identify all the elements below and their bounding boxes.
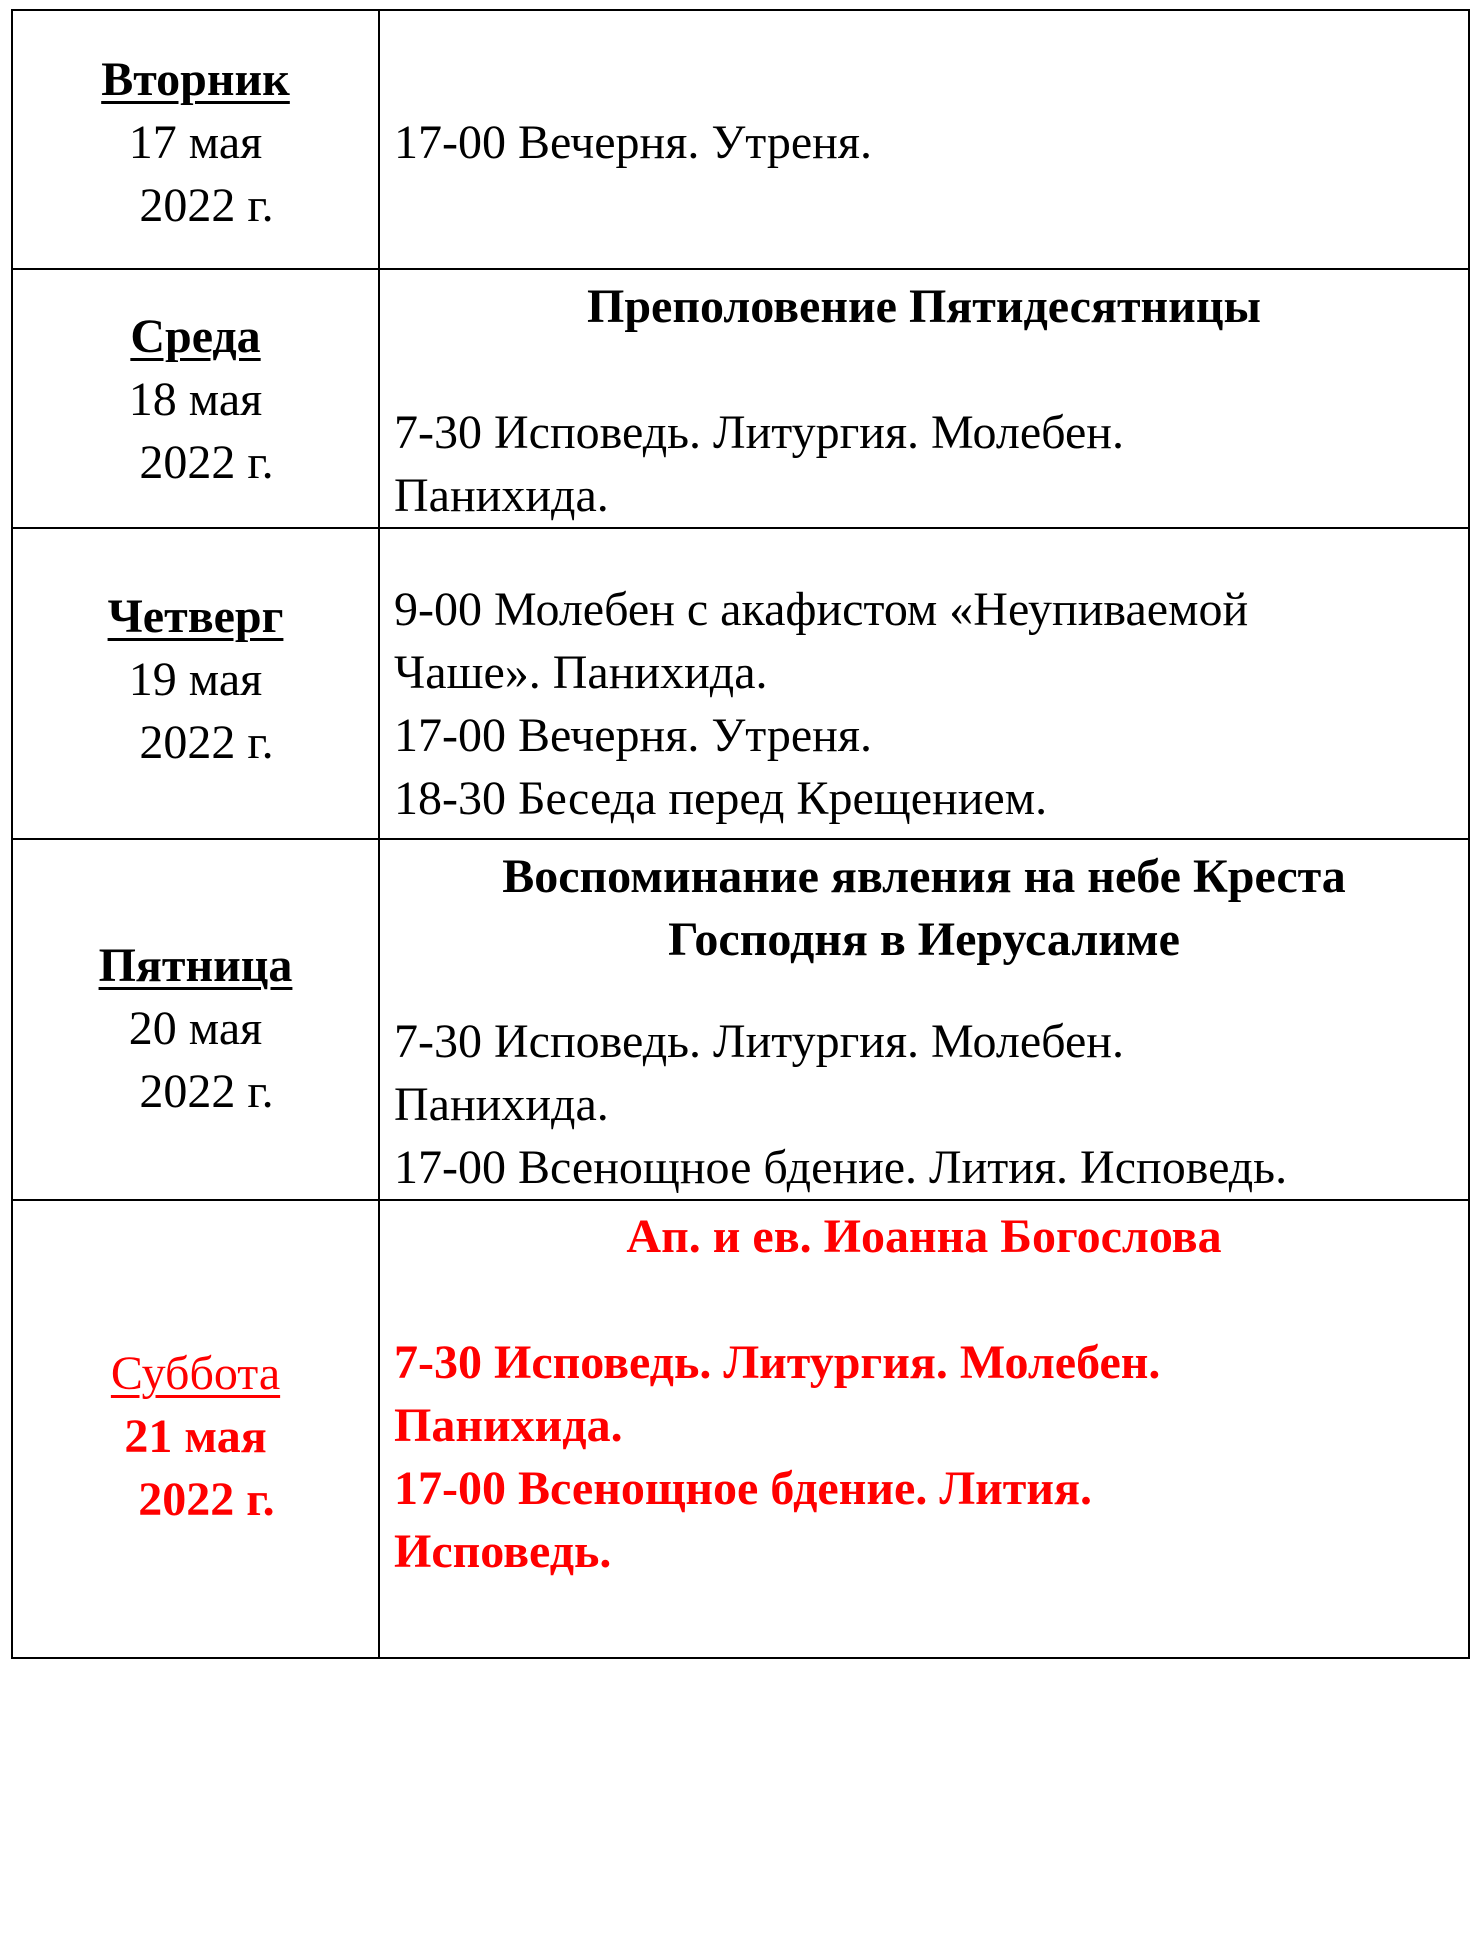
service-line: Панихида. [394,469,609,522]
day-year: 2022 г. [139,436,274,489]
day-cell [13,11,380,268]
service-line: Исповедь. [394,1525,612,1578]
service-line: Чаше». Панихида. [394,646,768,699]
service-line: 17-00 Вечерня. Утреня. [394,116,872,169]
service-line: 7-30 Исповедь. Литургия. Молебен. [394,1015,1124,1068]
service-line: Панихида. [394,1399,623,1452]
service-line: 17-00 Всенощное бдение. Лития. [394,1462,1092,1515]
day-date: 17 мая [128,116,263,169]
day-year: 2022 г. [138,1472,275,1526]
day-year: 2022 г. [139,179,274,232]
services-cell [380,840,1468,1199]
feast-title: Господня в Иерусалиме [668,913,1180,966]
day-name: Вторник [101,53,290,106]
services-cell [380,529,1468,838]
spacer [394,1268,1454,1331]
service-line: 7-30 Исповедь. Литургия. Молебен. [394,1336,1161,1389]
day-name: Четверг [107,590,284,643]
schedule-table [11,9,1470,1659]
schedule-row-wednesday [13,268,1468,527]
services-cell [380,270,1468,527]
day-cell [13,270,380,527]
schedule-row-tuesday [13,11,1468,268]
day-cell [13,1201,380,1657]
spacer [394,338,1454,401]
service-line: 7-30 Исповедь. Литургия. Молебен. [394,406,1124,459]
day-name: Пятница [98,939,293,992]
day-name: Среда [130,310,261,363]
day-date: 19 мая [128,653,263,706]
feast-title: Ап. и ев. Иоанна Богослова [626,1210,1222,1263]
services-cell [380,1201,1468,1657]
service-line: 17-00 Всенощное бдение. Лития. Исповедь. [394,1141,1288,1194]
feast-title: Преполовение Пятидесятницы [587,280,1261,333]
schedule-row-saturday [13,1199,1468,1657]
day-cell [13,840,380,1199]
day-date: 21 мая [124,1409,267,1463]
day-name: Суббота [110,1346,281,1400]
schedule-row-friday [13,838,1468,1199]
day-year: 2022 г. [139,1065,274,1118]
service-line: 9-00 Молебен с акафистом «Неупиваемой [394,583,1249,636]
services-cell [380,11,1468,268]
day-cell [13,529,380,838]
day-date: 20 мая [128,1002,263,1055]
day-date: 18 мая [128,373,263,426]
spacer [394,971,1454,1010]
feast-title: Воспоминание явления на небе Креста [502,850,1346,903]
service-line: 17-00 Вечерня. Утреня. [394,709,872,762]
service-line: 18-30 Беседа перед Крещением. [394,772,1048,825]
day-year: 2022 г. [139,716,274,769]
schedule-row-thursday [13,527,1468,838]
service-line: Панихида. [394,1078,609,1131]
